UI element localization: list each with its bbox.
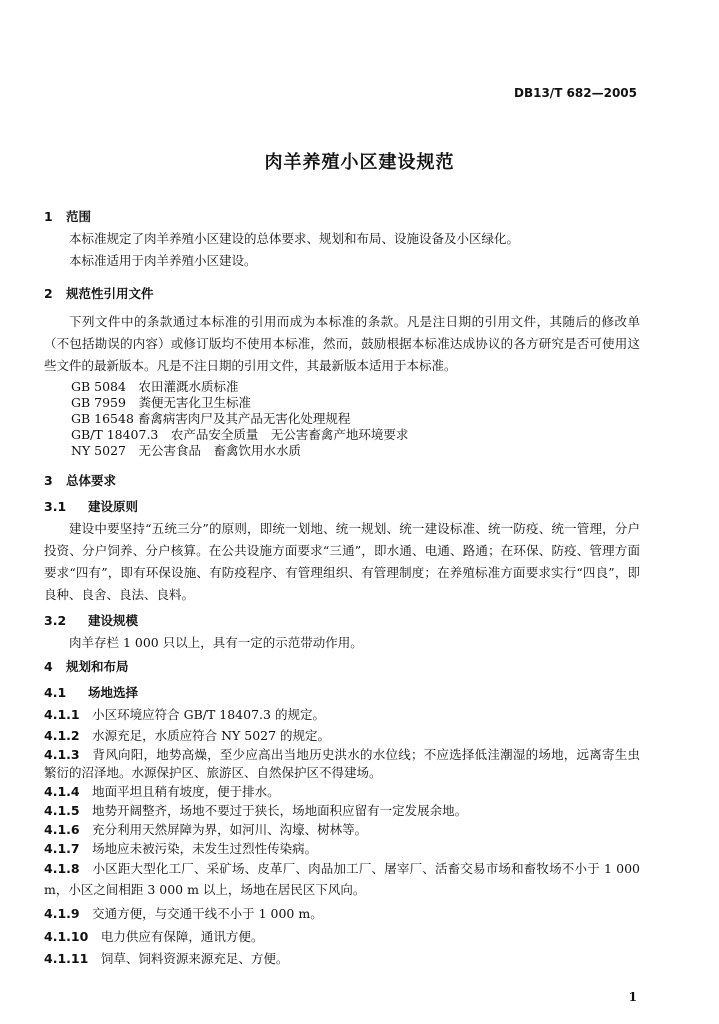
section-heading: 4 规划和布局 (44, 659, 129, 674)
section-planning-layout (44, 656, 640, 969)
subsection-heading: 4.1 场地选择 (44, 685, 139, 700)
clause-item: 4.1.6 充分利用天然屏障为界，如河川、沟壕、树林等。 (44, 822, 368, 837)
paragraph: 本标准适用于肉羊养殖小区建设。 (69, 253, 257, 268)
reference-item: NY 5027 无公害食品 畜禽饮用水水质 (71, 443, 301, 458)
clause-item: 4.1.9 交通方便，与交通干线不小于 1 000 m。 (44, 906, 323, 921)
section-heading: 1 范围 (44, 209, 92, 224)
clause-item: 4.1.5 地势开阔整齐，场地不要过于狭长，场地面积应留有一定发展余地。 (44, 803, 468, 818)
paragraph: 建设中要坚持“五统三分”的原则，即统一划地、统一规划、统一建设标准、统一防疫、统一管理，分户投资、分户饲养、分户核算。在公共设施方面要求“三通”，即水通、电通、路通；在环保、防疫、管理方面要求“四有”，即有环保设施、有防疫程序、有管理组织、有管理制度；在养殖标准方面要求实行“四良”，即良种、良舍、良法、良料。 (44, 521, 640, 602)
section-general-requirements (44, 470, 640, 654)
paragraph: 本标准规定了肉羊养殖小区建设的总体要求、规划和布局、设施设备及小区绿化。 (69, 231, 520, 246)
document-code: DB13/T 682—2005 (514, 86, 637, 100)
paragraph: 肉羊存栏 1 000 只以上，具有一定的示范带动作用。 (69, 635, 363, 650)
clause-item: 4.1.3 背风向阳，地势高燥，至少应高出当地历史洪水的水位线；不应选择低洼潮湿的场地，远离寄生虫繁衍的沼泽地。水源保护区、旅游区、自然保护区不得建场。 (44, 747, 640, 780)
section-normative-references (44, 283, 640, 459)
page-number: 1 (628, 990, 637, 1004)
clause-item: 4.1.10 电力供应有保障，通讯方便。 (44, 929, 264, 944)
reference-item: GB 7959 粪便无害化卫生标准 (71, 395, 251, 410)
reference-item: GB 16548 畜禽病害肉尸及其产品无害化处理规程 (71, 411, 351, 426)
clause-item: 4.1.4 地面平坦且稍有坡度，便于排水。 (44, 784, 280, 799)
page-title: 肉羊养殖小区建设规范 (264, 152, 455, 173)
paragraph: 下列文件中的条款通过本标准的引用而成为本标准的条款。凡是注日期的引用文件，其随后的修改单（不包括勘误的内容）或修订版均不使用本标准，然而，鼓励根据本标准达成协议的各方研究是否可使用这些文件的最新版本。凡是不注日期的引用文件，其最新版本适用于本标准。 (44, 314, 640, 373)
section-heading: 2 规范性引用文件 (44, 286, 154, 301)
clause-item: 4.1.2 水源充足，水质应符合 NY 5027 的规定。 (44, 728, 331, 743)
section-heading: 3 总体要求 (44, 473, 117, 488)
reference-list (44, 379, 640, 459)
clause-list (44, 704, 640, 969)
reference-item: GB/T 18407.3 农产品安全质量 无公害畜禽产地环境要求 (71, 427, 409, 442)
clause-item: 4.1.7 场地应未被污染，未发生过烈性传染病。 (44, 841, 318, 856)
clause-item: 4.1.11 饲草、饲料资源来源充足、方便。 (44, 951, 289, 966)
clause-item: 4.1.1 小区环境应符合 GB/T 18407.3 的规定。 (44, 707, 325, 722)
subsection-heading: 3.2 建设规模 (44, 613, 139, 628)
clause-item: 4.1.8 小区距大型化工厂、采矿场、皮革厂、肉品加工厂、屠宰厂、活畜交易市场和畜牧场不小于 1 000 m，小区之间相距 3 000 m 以上，场地在居民区下风向。 (44, 861, 640, 897)
reference-item: GB 5084 农田灌溉水质标准 (71, 379, 239, 394)
section-scope (44, 206, 640, 272)
subsection-heading: 3.1 建设原则 (44, 499, 139, 514)
